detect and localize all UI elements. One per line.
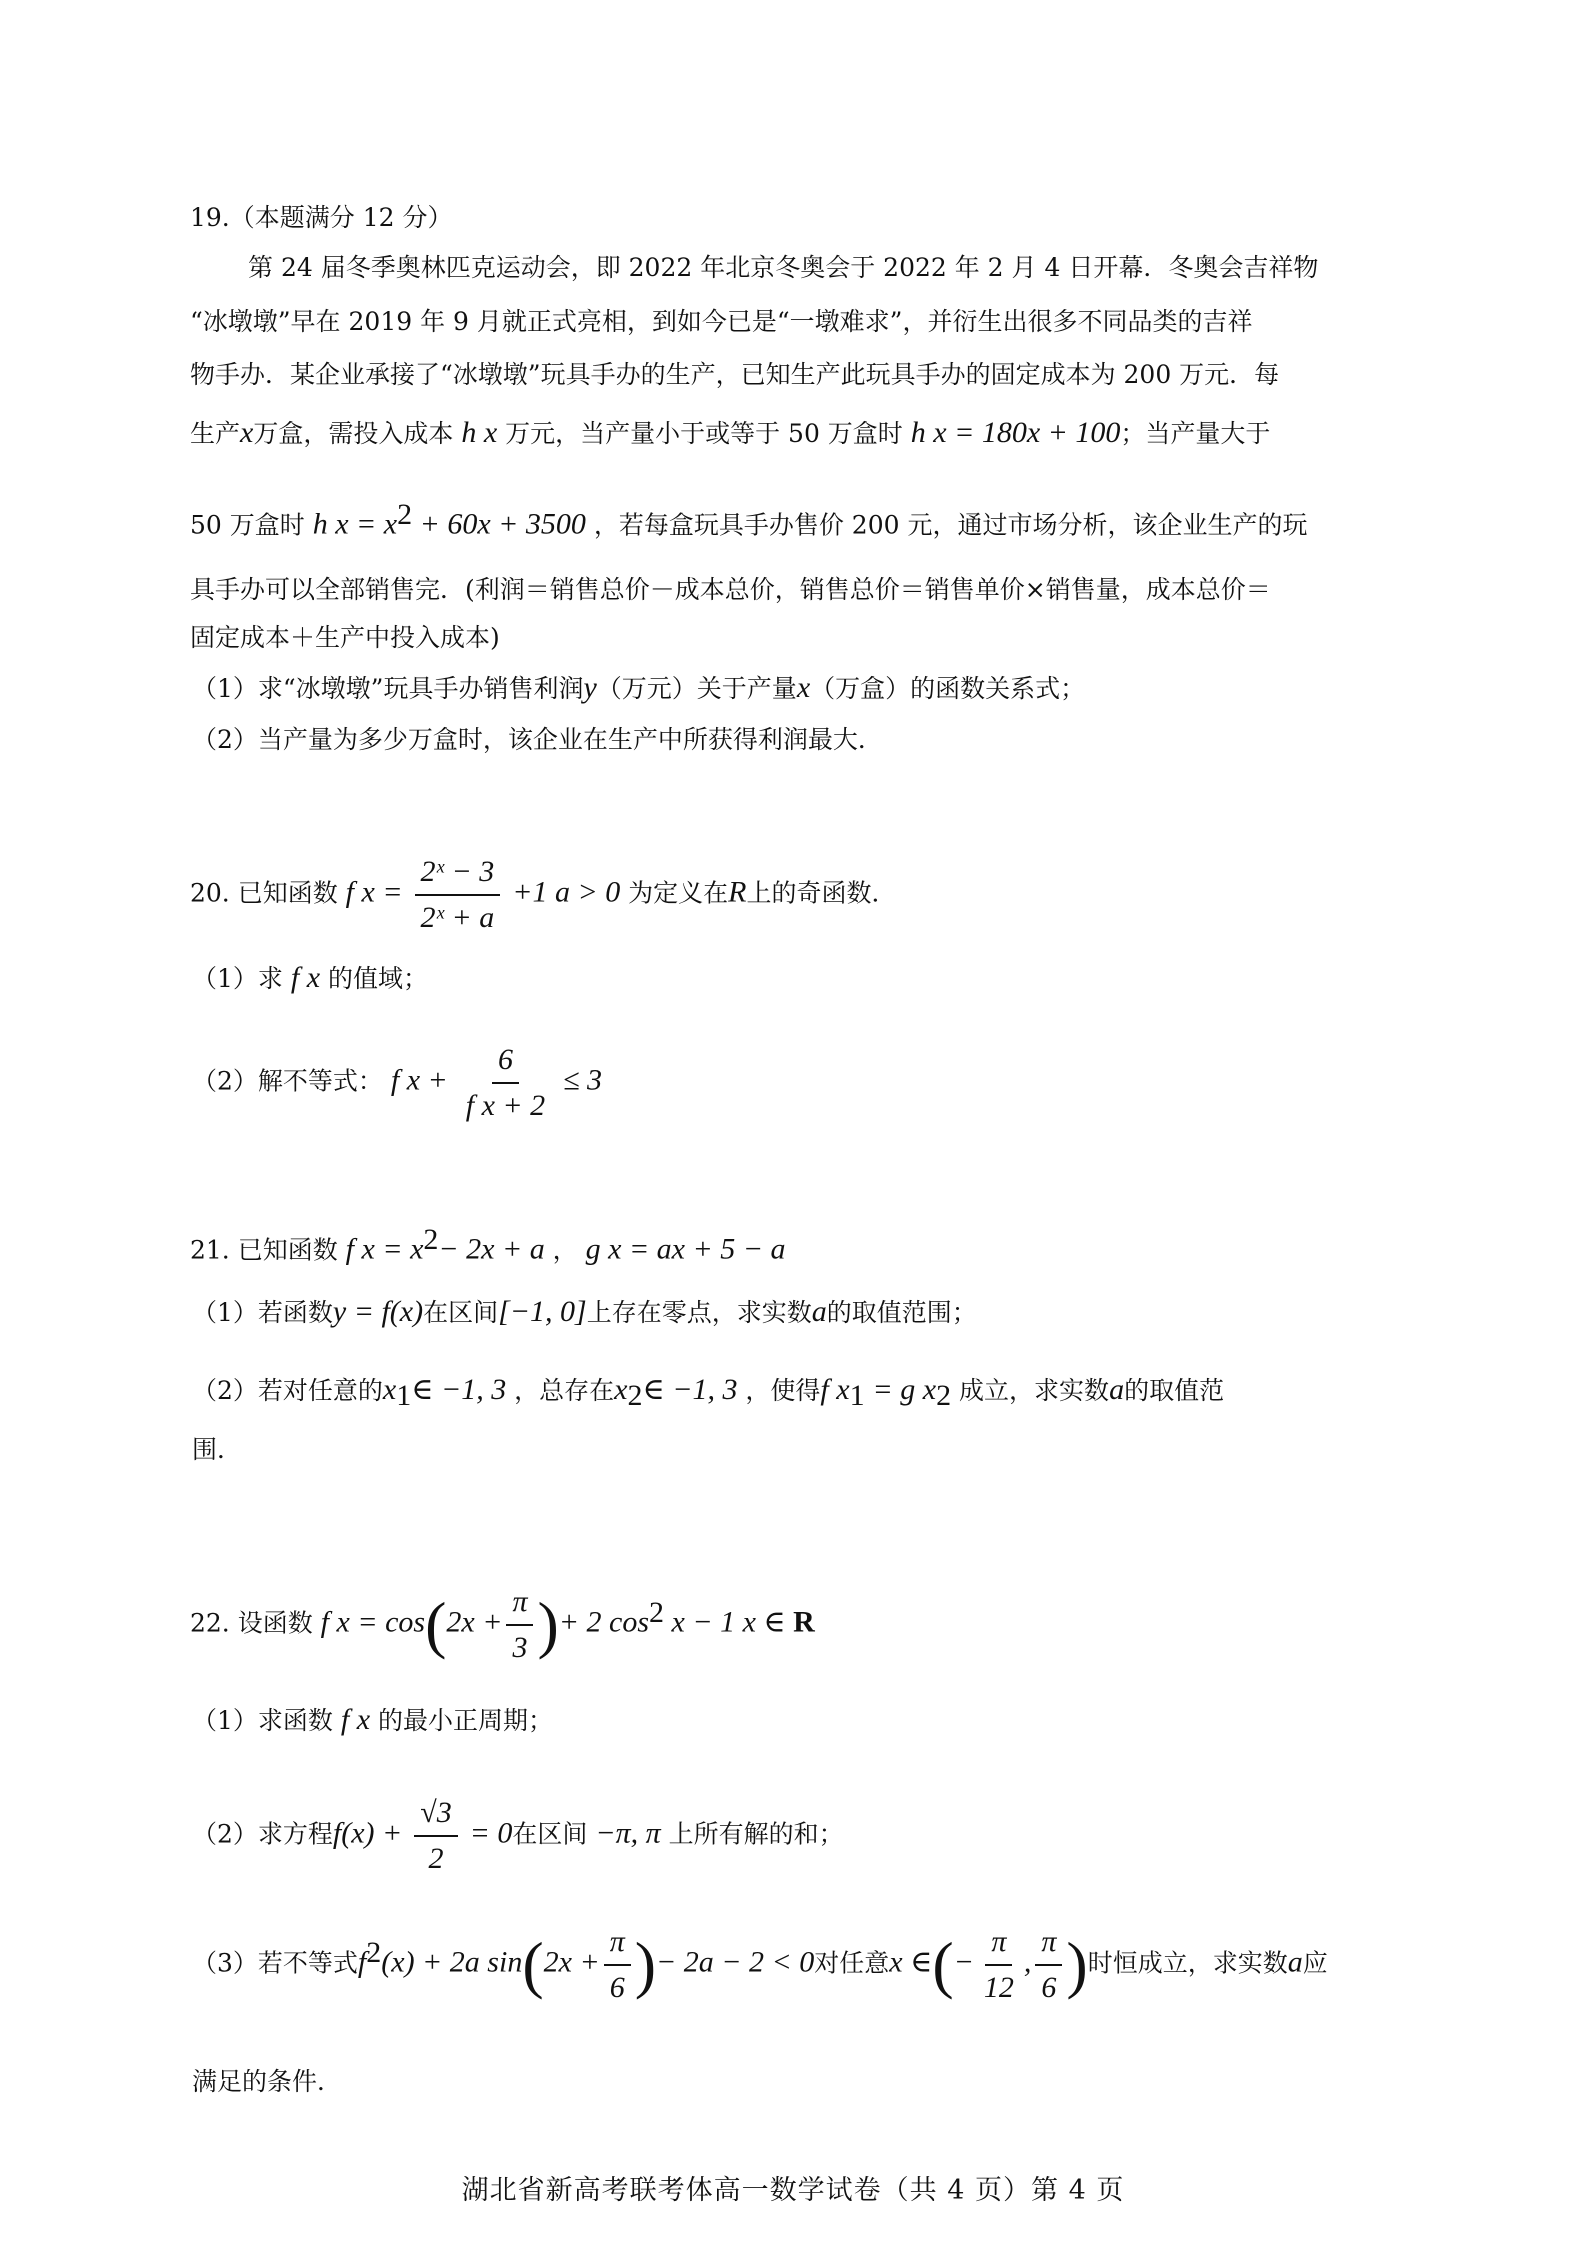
q22-subquestion-3: （3）若不等式$f^2(x) + 2a$ sin(2x + $\frac{\pi}{6}$ )− 2a − 2 < 0对任意x ∈(− $\frac{\pi}{12}$ , $\frac{\pi}{6}$ )时恒成立，求实数a应 [192, 1922, 1406, 2008]
q20-stem: 20. 已知函数 f x = $\frac{\text{2ˣ − 3}}{\text{2ˣ + a}}$ +1 a > 0 为定义在R上的奇函数． [190, 852, 1406, 938]
q22-pi-over-3: $\frac{\pi}{3}$ [506, 1582, 533, 1668]
q20-inequality-fraction: $\frac{6}{\text{f x + 2}}$ [460, 1040, 551, 1126]
q19-subquestion-2: （2）当产量为多少万盒时，该企业在生产中所获得利润最大． [192, 725, 883, 754]
q22-pi-over-6b: $\frac{\pi}{6}$ [1035, 1922, 1062, 2008]
q21-subquestion-1: （1）若函数y = f(x)在区间[−1, 0]上存在零点，求实数a的取值范围； [192, 1295, 977, 1328]
q19-header: 19.（本题满分 12 分） [190, 203, 453, 232]
q19-paragraph-line: 50 万盒时 h $x = x^2 + 60x + 3500$ ，若每盒玩具手办售价 200 元，通过市场分析，该企业生产的玩 [190, 498, 1308, 541]
q20-subquestion-1: （1）求 f x 的值域； [192, 961, 428, 994]
q22-sqrt3-over-2: $\frac{√3}{2}$ [414, 1793, 457, 1879]
q22-subquestion-1: （1）求函数 f x 的最小正周期； [192, 1703, 553, 1736]
q19-paragraph-line: 第 24 届冬季奥林匹克运动会，即 2022 年北京冬奥会于 2022 年 2 月 4 日开幕．冬奥会吉祥物 [248, 253, 1319, 282]
q19-paragraph-line: 固定成本＋生产中投入成本) [190, 623, 500, 652]
q19-subquestion-1: （1）求“冰墩墩”玩具手办销售利润y（万元）关于产量x（万盒）的函数关系式； [192, 671, 1086, 704]
q19-paragraph-line: 具手办可以全部销售完．(利润＝销售总价－成本总价，销售总价＝销售单价×销售量，成本总价＝ [190, 575, 1271, 604]
q20-subquestion-2: （2）解不等式： f x + $\frac{6}{\text{f x + 2}}$ ≤ 3 [192, 1040, 1406, 1126]
q22-subquestion-3-continued: 满足的条件． [192, 2067, 343, 2096]
q21-subquestion-2-continued: 围． [192, 1435, 243, 1464]
q20-fraction: $\frac{\text{2ˣ − 3}}{\text{2ˣ + a}}$ [415, 852, 501, 938]
q21-stem: 21. 已知函数 f $x = x^2- 2x + a$ ， g x = ax + 5 − a [190, 1223, 786, 1266]
q21-subquestion-2: （2）若对任意的$x_1\in -1$, 3 ，总存在$x_2\in -1$, 3 ，使得f $x_1 = g$ $x_2$ 成立，求实数a的取值范 [192, 1373, 1225, 1412]
q22-pi-over-12: $\frac{\pi}{12}$ [978, 1922, 1020, 2008]
page-footer: 湖北省新高考联考体高一数学试卷（共 4 页）第 4 页 [461, 2175, 1125, 2206]
q19-paragraph-line: “冰墩墩”早在 2019 年 9 月就正式亮相，到如今已是“一墩难求”，并衍生出很多不同品类的吉祥 [190, 307, 1253, 336]
q19-paragraph-line: 生产x万盒，需投入成本 h x 万元，当产量小于或等于 50 万盒时 h x = 180x + 100；当产量大于 [190, 416, 1271, 449]
q19-paragraph-line: 物手办．某企业承接了“冰墩墩”玩具手办的生产，已知生产此玩具手办的固定成本为 200 万元．每 [190, 360, 1280, 389]
q22-stem: 22. 设函数 f x = cos(2x + $\frac{\pi}{3}$ )+ 2 $\cos^2 x - 1$ x ∈ R [190, 1582, 1406, 1668]
q22-pi-over-6: $\frac{\pi}{6}$ [604, 1922, 631, 2008]
q22-subquestion-2: （2）求方程f(x) + $\frac{√3}{2}$ = 0在区间 −π, π 上所有解的和； [192, 1793, 1406, 1879]
